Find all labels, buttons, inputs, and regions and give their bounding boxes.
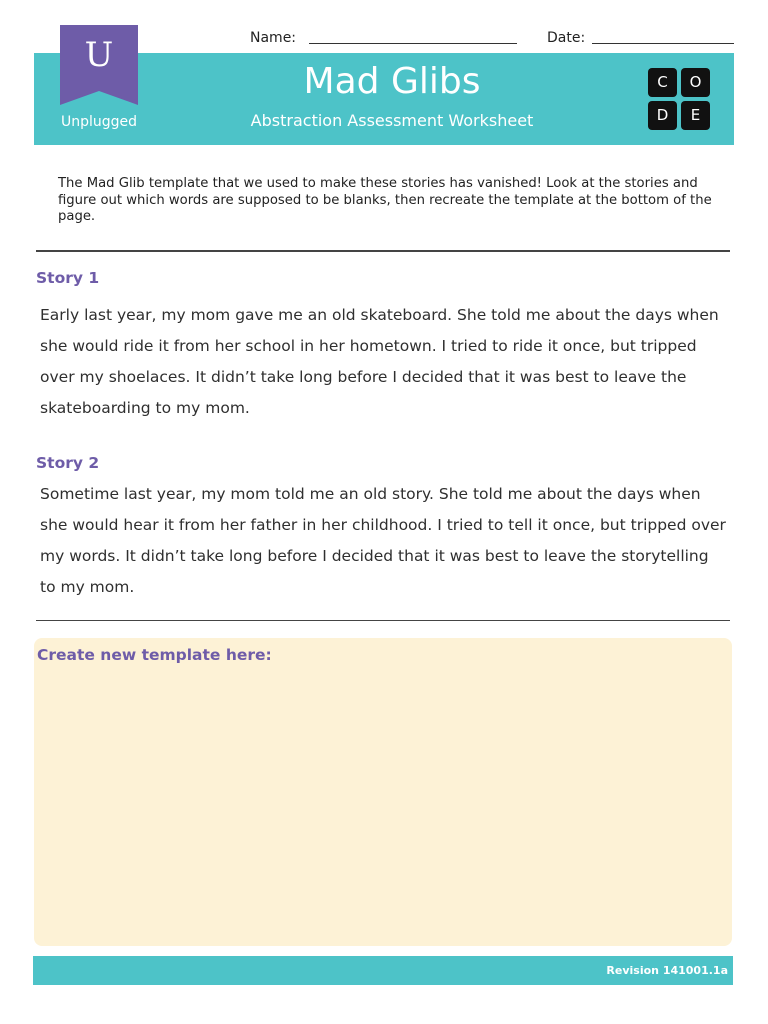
story-1-text: Early last year, my mom gave me an old skateboard. She told me about the days when she would ride it from her school in her hometown. I tried to ride it once, but tripped over my shoelaces. It didn’t take long before I decided that it was best to leave the skateboarding to my mom. <box>40 306 719 417</box>
template-answer-area[interactable] <box>34 638 732 946</box>
unplugged-badge-letter: U <box>84 35 114 75</box>
code-logo-letter: D <box>648 101 677 130</box>
section-divider <box>36 620 730 621</box>
section-divider <box>36 250 730 252</box>
story-2-text: Sometime last year, my mom told me an old story. She told me about the days when she would hear it from her father in her childhood. I tried to tell it once, but tripped over my words. It didn’t take long before I decided that it was best to leave the storytelling to my mom. <box>40 485 726 596</box>
date-label: Date: <box>547 30 586 46</box>
revision-number: Revision 141001.1a <box>606 964 728 977</box>
unplugged-label: Unplugged <box>60 114 138 130</box>
name-label: Name: <box>250 30 297 46</box>
instructions-text: The Mad Glib template that we used to make these stories has vanished! Look at the stories and figure out which words are supposed to be blanks, then recreate the template at the bottom of the page. <box>58 176 712 224</box>
code-logo <box>648 68 712 132</box>
story-2-heading: Story 2 <box>36 454 100 472</box>
date-blank-line <box>592 43 734 44</box>
code-logo-letter: E <box>681 101 710 130</box>
code-logo-letter: O <box>681 68 710 97</box>
name-blank-line <box>309 43 517 44</box>
code-logo-letter: C <box>648 68 677 97</box>
page-subtitle: Abstraction Assessment Worksheet <box>250 111 534 130</box>
template-area-label: Create new template here: <box>37 646 272 664</box>
story-1-heading: Story 1 <box>36 269 100 287</box>
page-title: Mad Glibs <box>303 61 481 102</box>
